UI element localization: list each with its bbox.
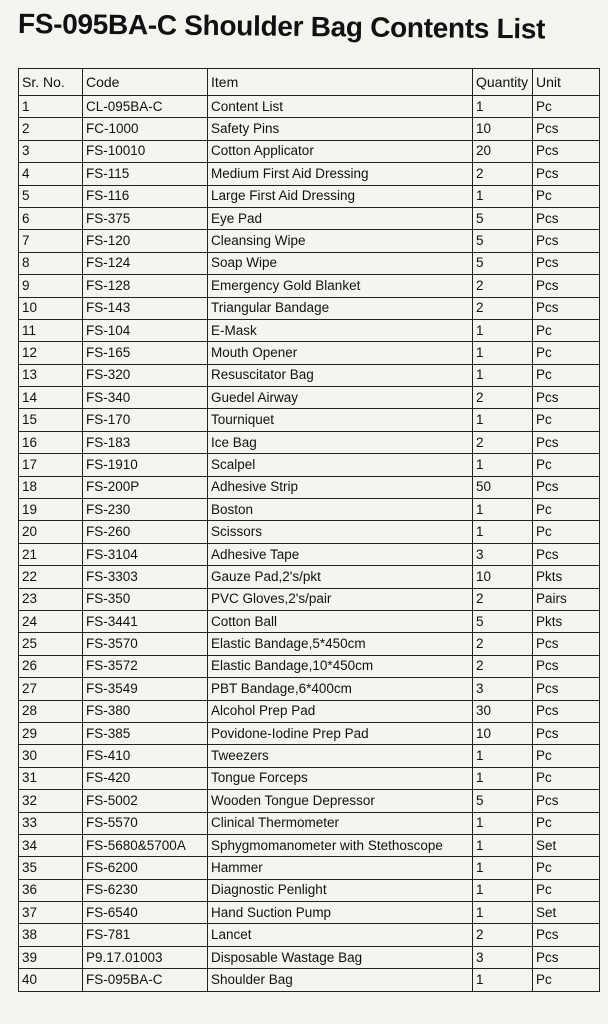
table-row bbox=[19, 342, 600, 364]
cell-unit: Pc bbox=[533, 499, 600, 521]
cell-quantity: 2 bbox=[473, 431, 533, 453]
cell-quantity: 3 bbox=[473, 543, 533, 565]
header-sr-no: Sr. No. bbox=[19, 69, 83, 96]
cell-code: FS-6230 bbox=[83, 879, 208, 901]
table-body bbox=[19, 96, 600, 992]
cell-sr-no: 1 bbox=[19, 96, 83, 118]
cell-unit: Pc bbox=[533, 879, 600, 901]
cell-code: FS-124 bbox=[83, 252, 208, 274]
cell-sr-no: 31 bbox=[19, 767, 83, 789]
cell-quantity: 2 bbox=[473, 275, 533, 297]
cell-item: Triangular Bandage bbox=[208, 297, 473, 319]
table-row bbox=[19, 163, 600, 185]
cell-quantity: 2 bbox=[473, 633, 533, 655]
cell-item: Tweezers bbox=[208, 745, 473, 767]
cell-quantity: 1 bbox=[473, 364, 533, 386]
cell-unit: Pcs bbox=[533, 207, 600, 229]
cell-unit: Pcs bbox=[533, 633, 600, 655]
cell-item: Mouth Opener bbox=[208, 342, 473, 364]
cell-sr-no: 9 bbox=[19, 275, 83, 297]
cell-unit: Pc bbox=[533, 521, 600, 543]
cell-code: FS-3441 bbox=[83, 610, 208, 632]
cell-unit: Pc bbox=[533, 342, 600, 364]
cell-item: Elastic Bandage,5*450cm bbox=[208, 633, 473, 655]
cell-code: FS-3549 bbox=[83, 678, 208, 700]
cell-quantity: 10 bbox=[473, 118, 533, 140]
cell-code: FS-3572 bbox=[83, 655, 208, 677]
cell-quantity: 1 bbox=[473, 767, 533, 789]
cell-sr-no: 5 bbox=[19, 185, 83, 207]
table-row bbox=[19, 812, 600, 834]
cell-quantity: 1 bbox=[473, 834, 533, 856]
cell-sr-no: 20 bbox=[19, 521, 83, 543]
table-header-row bbox=[19, 69, 600, 96]
cell-quantity: 1 bbox=[473, 409, 533, 431]
cell-item: Cleansing Wipe bbox=[208, 230, 473, 252]
cell-sr-no: 36 bbox=[19, 879, 83, 901]
cell-quantity: 1 bbox=[473, 454, 533, 476]
cell-unit: Pairs bbox=[533, 588, 600, 610]
cell-code: FS-5570 bbox=[83, 812, 208, 834]
cell-item: Guedel Airway bbox=[208, 387, 473, 409]
cell-code: FS-380 bbox=[83, 700, 208, 722]
cell-sr-no: 7 bbox=[19, 230, 83, 252]
table-row bbox=[19, 207, 600, 229]
cell-code: FS-3570 bbox=[83, 633, 208, 655]
cell-sr-no: 40 bbox=[19, 969, 83, 991]
cell-code: FS-375 bbox=[83, 207, 208, 229]
table-row bbox=[19, 454, 600, 476]
cell-unit: Pcs bbox=[533, 790, 600, 812]
cell-unit: Pcs bbox=[533, 924, 600, 946]
cell-quantity: 5 bbox=[473, 790, 533, 812]
table-row bbox=[19, 700, 600, 722]
cell-code: FS-420 bbox=[83, 767, 208, 789]
cell-sr-no: 13 bbox=[19, 364, 83, 386]
cell-quantity: 50 bbox=[473, 476, 533, 498]
cell-sr-no: 10 bbox=[19, 297, 83, 319]
cell-sr-no: 26 bbox=[19, 655, 83, 677]
cell-item: Shoulder Bag bbox=[208, 969, 473, 991]
document-title: FS-095BA-C Shoulder Bag Contents List bbox=[17, 8, 546, 45]
table-row bbox=[19, 118, 600, 140]
cell-code: FS-128 bbox=[83, 275, 208, 297]
table-row bbox=[19, 521, 600, 543]
cell-item: Eye Pad bbox=[208, 207, 473, 229]
cell-code: FS-10010 bbox=[83, 140, 208, 162]
cell-sr-no: 28 bbox=[19, 700, 83, 722]
cell-item: Emergency Gold Blanket bbox=[208, 275, 473, 297]
cell-unit: Pc bbox=[533, 745, 600, 767]
cell-sr-no: 14 bbox=[19, 387, 83, 409]
cell-unit: Set bbox=[533, 834, 600, 856]
header-quantity: Quantity bbox=[473, 69, 533, 96]
cell-quantity: 1 bbox=[473, 96, 533, 118]
cell-quantity: 1 bbox=[473, 521, 533, 543]
cell-sr-no: 12 bbox=[19, 342, 83, 364]
table-row bbox=[19, 319, 600, 341]
cell-sr-no: 27 bbox=[19, 678, 83, 700]
cell-quantity: 2 bbox=[473, 588, 533, 610]
table-row bbox=[19, 834, 600, 856]
cell-unit: Pc bbox=[533, 857, 600, 879]
cell-unit: Pcs bbox=[533, 140, 600, 162]
table-row bbox=[19, 902, 600, 924]
cell-sr-no: 38 bbox=[19, 924, 83, 946]
table-row bbox=[19, 140, 600, 162]
cell-quantity: 2 bbox=[473, 163, 533, 185]
cell-code: FS-340 bbox=[83, 387, 208, 409]
cell-unit: Pcs bbox=[533, 722, 600, 744]
table-row bbox=[19, 745, 600, 767]
table-row bbox=[19, 252, 600, 274]
cell-quantity: 5 bbox=[473, 207, 533, 229]
table-row bbox=[19, 96, 600, 118]
cell-quantity: 2 bbox=[473, 655, 533, 677]
cell-code: FS-3303 bbox=[83, 566, 208, 588]
cell-sr-no: 21 bbox=[19, 543, 83, 565]
table-row bbox=[19, 790, 600, 812]
cell-code: FS-170 bbox=[83, 409, 208, 431]
cell-unit: Pc bbox=[533, 969, 600, 991]
table-row bbox=[19, 275, 600, 297]
cell-sr-no: 32 bbox=[19, 790, 83, 812]
table-row bbox=[19, 946, 600, 968]
cell-sr-no: 8 bbox=[19, 252, 83, 274]
table-row bbox=[19, 588, 600, 610]
table-row bbox=[19, 633, 600, 655]
cell-code: FS-385 bbox=[83, 722, 208, 744]
cell-quantity: 5 bbox=[473, 610, 533, 632]
cell-sr-no: 19 bbox=[19, 499, 83, 521]
table-row bbox=[19, 678, 600, 700]
table-row bbox=[19, 364, 600, 386]
cell-quantity: 1 bbox=[473, 902, 533, 924]
cell-unit: Pcs bbox=[533, 118, 600, 140]
cell-item: Content List bbox=[208, 96, 473, 118]
cell-sr-no: 16 bbox=[19, 431, 83, 453]
table-row bbox=[19, 543, 600, 565]
table-row bbox=[19, 857, 600, 879]
cell-unit: Pcs bbox=[533, 275, 600, 297]
cell-quantity: 1 bbox=[473, 499, 533, 521]
cell-unit: Pcs bbox=[533, 476, 600, 498]
cell-item: Scissors bbox=[208, 521, 473, 543]
cell-item: Ice Bag bbox=[208, 431, 473, 453]
cell-sr-no: 24 bbox=[19, 610, 83, 632]
cell-quantity: 30 bbox=[473, 700, 533, 722]
cell-unit: Pcs bbox=[533, 543, 600, 565]
cell-code: FS-183 bbox=[83, 431, 208, 453]
cell-code: FS-165 bbox=[83, 342, 208, 364]
cell-item: Medium First Aid Dressing bbox=[208, 163, 473, 185]
cell-unit: Pcs bbox=[533, 230, 600, 252]
cell-sr-no: 22 bbox=[19, 566, 83, 588]
cell-item: Adhesive Tape bbox=[208, 543, 473, 565]
cell-unit: Pcs bbox=[533, 297, 600, 319]
table-row bbox=[19, 387, 600, 409]
cell-quantity: 2 bbox=[473, 297, 533, 319]
table-row bbox=[19, 297, 600, 319]
cell-quantity: 1 bbox=[473, 812, 533, 834]
cell-item: PBT Bandage,6*400cm bbox=[208, 678, 473, 700]
cell-unit: Pcs bbox=[533, 252, 600, 274]
cell-code: FS-116 bbox=[83, 185, 208, 207]
table-row bbox=[19, 566, 600, 588]
cell-sr-no: 18 bbox=[19, 476, 83, 498]
cell-quantity: 1 bbox=[473, 319, 533, 341]
cell-sr-no: 37 bbox=[19, 902, 83, 924]
table-row bbox=[19, 969, 600, 991]
contents-table bbox=[18, 68, 600, 992]
cell-item: Boston bbox=[208, 499, 473, 521]
cell-sr-no: 4 bbox=[19, 163, 83, 185]
cell-code: CL-095BA-C bbox=[83, 96, 208, 118]
cell-unit: Pc bbox=[533, 409, 600, 431]
cell-quantity: 1 bbox=[473, 185, 533, 207]
cell-code: FS-6200 bbox=[83, 857, 208, 879]
cell-code: FS-230 bbox=[83, 499, 208, 521]
cell-unit: Pc bbox=[533, 454, 600, 476]
cell-item: PVC Gloves,2's/pair bbox=[208, 588, 473, 610]
cell-unit: Pc bbox=[533, 185, 600, 207]
cell-code: FS-3104 bbox=[83, 543, 208, 565]
cell-code: FS-1910 bbox=[83, 454, 208, 476]
table-row bbox=[19, 722, 600, 744]
cell-code: FS-104 bbox=[83, 319, 208, 341]
cell-code: FS-5680&5700A bbox=[83, 834, 208, 856]
cell-unit: Pc bbox=[533, 767, 600, 789]
cell-sr-no: 3 bbox=[19, 140, 83, 162]
cell-quantity: 1 bbox=[473, 745, 533, 767]
cell-code: FS-410 bbox=[83, 745, 208, 767]
cell-item: Sphygmomanometer with Stethoscope bbox=[208, 834, 473, 856]
cell-item: Tourniquet bbox=[208, 409, 473, 431]
table-row bbox=[19, 230, 600, 252]
cell-quantity: 1 bbox=[473, 879, 533, 901]
cell-quantity: 10 bbox=[473, 566, 533, 588]
cell-code: FS-5002 bbox=[83, 790, 208, 812]
cell-unit: Pc bbox=[533, 364, 600, 386]
cell-item: Large First Aid Dressing bbox=[208, 185, 473, 207]
cell-sr-no: 35 bbox=[19, 857, 83, 879]
cell-unit: Pcs bbox=[533, 700, 600, 722]
cell-item: Alcohol Prep Pad bbox=[208, 700, 473, 722]
cell-code: FS-350 bbox=[83, 588, 208, 610]
table-row bbox=[19, 610, 600, 632]
cell-code: FS-781 bbox=[83, 924, 208, 946]
cell-quantity: 1 bbox=[473, 857, 533, 879]
cell-code: P9.17.01003 bbox=[83, 946, 208, 968]
cell-unit: Pc bbox=[533, 319, 600, 341]
cell-unit: Pc bbox=[533, 812, 600, 834]
cell-unit: Pc bbox=[533, 96, 600, 118]
cell-unit: Set bbox=[533, 902, 600, 924]
table-row bbox=[19, 655, 600, 677]
cell-unit: Pcs bbox=[533, 655, 600, 677]
cell-item: Resuscitator Bag bbox=[208, 364, 473, 386]
cell-quantity: 1 bbox=[473, 969, 533, 991]
table-row bbox=[19, 879, 600, 901]
cell-item: Povidone-Iodine Prep Pad bbox=[208, 722, 473, 744]
cell-code: FS-143 bbox=[83, 297, 208, 319]
cell-sr-no: 23 bbox=[19, 588, 83, 610]
cell-item: Hand Suction Pump bbox=[208, 902, 473, 924]
cell-code: FS-6540 bbox=[83, 902, 208, 924]
table-row bbox=[19, 185, 600, 207]
cell-item: Scalpel bbox=[208, 454, 473, 476]
cell-code: FS-115 bbox=[83, 163, 208, 185]
cell-unit: Pkts bbox=[533, 566, 600, 588]
cell-sr-no: 17 bbox=[19, 454, 83, 476]
cell-unit: Pcs bbox=[533, 163, 600, 185]
cell-item: Elastic Bandage,10*450cm bbox=[208, 655, 473, 677]
table-row bbox=[19, 499, 600, 521]
cell-quantity: 3 bbox=[473, 678, 533, 700]
cell-code: FS-260 bbox=[83, 521, 208, 543]
table-row bbox=[19, 409, 600, 431]
cell-quantity: 1 bbox=[473, 342, 533, 364]
cell-code: FS-120 bbox=[83, 230, 208, 252]
cell-sr-no: 39 bbox=[19, 946, 83, 968]
header-item: Item bbox=[208, 69, 473, 96]
cell-sr-no: 25 bbox=[19, 633, 83, 655]
cell-item: Hammer bbox=[208, 857, 473, 879]
cell-sr-no: 29 bbox=[19, 722, 83, 744]
cell-quantity: 20 bbox=[473, 140, 533, 162]
header-code: Code bbox=[83, 69, 208, 96]
table-row bbox=[19, 924, 600, 946]
header-unit: Unit bbox=[533, 69, 600, 96]
table-row bbox=[19, 767, 600, 789]
cell-item: E-Mask bbox=[208, 319, 473, 341]
cell-item: Cotton Ball bbox=[208, 610, 473, 632]
cell-unit: Pcs bbox=[533, 946, 600, 968]
cell-quantity: 2 bbox=[473, 924, 533, 946]
cell-code: FS-320 bbox=[83, 364, 208, 386]
cell-sr-no: 2 bbox=[19, 118, 83, 140]
cell-item: Tongue Forceps bbox=[208, 767, 473, 789]
table-row bbox=[19, 431, 600, 453]
cell-item: Disposable Wastage Bag bbox=[208, 946, 473, 968]
cell-quantity: 5 bbox=[473, 230, 533, 252]
cell-unit: Pcs bbox=[533, 387, 600, 409]
cell-sr-no: 15 bbox=[19, 409, 83, 431]
table-row bbox=[19, 476, 600, 498]
cell-item: Soap Wipe bbox=[208, 252, 473, 274]
cell-item: Safety Pins bbox=[208, 118, 473, 140]
cell-quantity: 3 bbox=[473, 946, 533, 968]
cell-sr-no: 30 bbox=[19, 745, 83, 767]
cell-item: Adhesive Strip bbox=[208, 476, 473, 498]
cell-unit: Pcs bbox=[533, 678, 600, 700]
cell-item: Gauze Pad,2's/pkt bbox=[208, 566, 473, 588]
cell-code: FC-1000 bbox=[83, 118, 208, 140]
cell-quantity: 2 bbox=[473, 387, 533, 409]
cell-code: FS-095BA-C bbox=[83, 969, 208, 991]
cell-sr-no: 11 bbox=[19, 319, 83, 341]
cell-sr-no: 33 bbox=[19, 812, 83, 834]
cell-sr-no: 6 bbox=[19, 207, 83, 229]
cell-unit: Pkts bbox=[533, 610, 600, 632]
cell-unit: Pcs bbox=[533, 431, 600, 453]
cell-item: Lancet bbox=[208, 924, 473, 946]
cell-quantity: 5 bbox=[473, 252, 533, 274]
cell-item: Wooden Tongue Depressor bbox=[208, 790, 473, 812]
cell-sr-no: 34 bbox=[19, 834, 83, 856]
cell-item: Clinical Thermometer bbox=[208, 812, 473, 834]
cell-quantity: 10 bbox=[473, 722, 533, 744]
cell-item: Diagnostic Penlight bbox=[208, 879, 473, 901]
cell-item: Cotton Applicator bbox=[208, 140, 473, 162]
cell-code: FS-200P bbox=[83, 476, 208, 498]
